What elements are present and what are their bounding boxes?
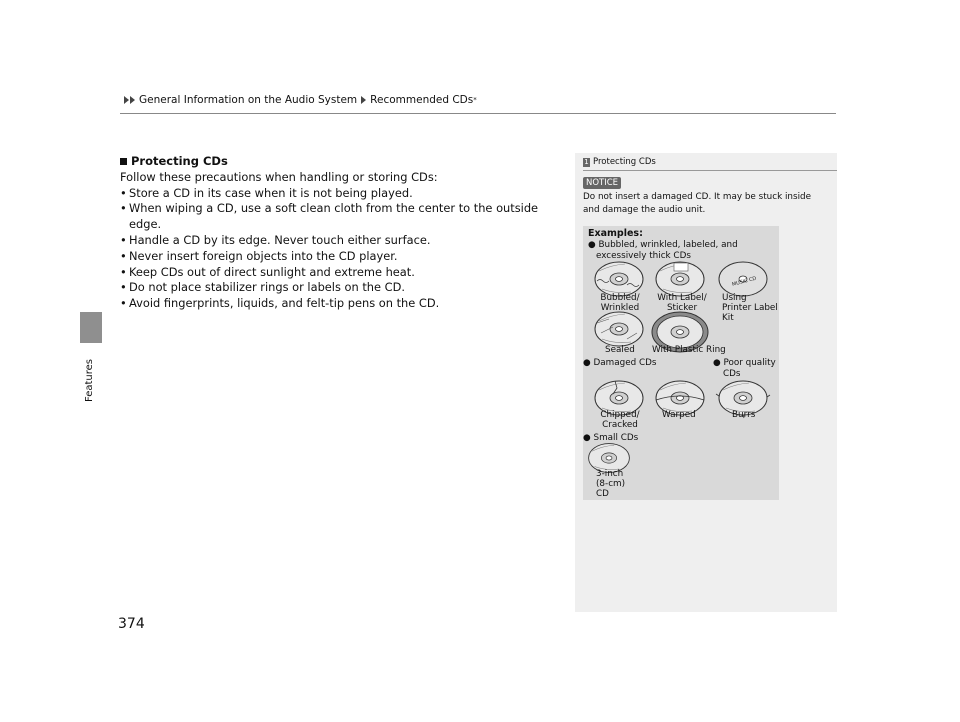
label-burrs: Burrs: [732, 410, 756, 420]
list-item: • Avoid fingerprints, liquids, and felt-tip pens on the CD.: [120, 296, 560, 312]
label-small-cd: 3-inch (8-cm) CD: [596, 469, 626, 499]
label-plastic-ring: With Plastic Ring: [652, 345, 726, 355]
cd-printer-label-icon: [719, 262, 767, 296]
group-bubbled-heading: ● Bubbled, wrinkled, labeled, and: [588, 240, 738, 250]
label-bubbled: Bubbled/ Wrinkled: [600, 293, 640, 313]
precaution-list: [120, 186, 560, 312]
group-poor-quality-heading: ● Poor quality: [713, 358, 776, 368]
label-chipped: Chipped/ Cracked: [600, 410, 640, 430]
page-number: 374: [118, 616, 145, 632]
cd-bubbled-icon: [595, 262, 643, 296]
group-damaged-heading: ● Damaged CDs: [583, 358, 657, 368]
square-bullet-icon: [120, 158, 127, 165]
note-title: 1 Protecting CDs: [584, 157, 656, 167]
breadcrumb-general-info[interactable]: General Information on the Audio System: [139, 94, 358, 106]
list-item: • Never insert foreign objects into the CD player.: [120, 249, 560, 265]
chapter-tab: [80, 312, 102, 343]
section-heading: Protecting CDs: [120, 154, 560, 170]
section-intro: Follow these precautions when handling or storing CDs:: [120, 169, 438, 184]
list-item: • Do not place stabilizer rings or labels on the CD.: [120, 280, 560, 296]
double-arrow-icon: [124, 96, 136, 104]
label-printer-kit: Using Printer Label Kit: [722, 293, 778, 323]
note-rule: [583, 170, 837, 171]
chapter-tab-label: Features: [84, 359, 95, 402]
examples-title: Examples:: [588, 228, 643, 239]
label-sticker: With Label/ Sticker: [657, 293, 707, 313]
notice-text: Do not insert a damaged CD. It may be stuck inside and damage the audio unit.: [583, 192, 812, 215]
main-section: [120, 154, 560, 312]
group-bubbled-heading-2: excessively thick CDs: [596, 251, 691, 261]
list-item: • When wiping a CD, use a soft clean cloth from the center to the outside edge.: [120, 201, 560, 233]
cd-sealed-icon: [595, 312, 643, 346]
group-poor-quality-heading-2: CDs: [723, 369, 741, 379]
breadcrumb: [120, 94, 477, 106]
breadcrumb-recommended-cds[interactable]: Recommended CDs: [370, 94, 474, 106]
list-item: • Store a CD in its case when it is not being played.: [120, 186, 560, 202]
music-cd-label: MUSIC CD: [731, 275, 758, 288]
footnote-star: *: [473, 96, 477, 104]
group-small-heading: ● Small CDs: [583, 433, 639, 443]
note-number: 1: [584, 157, 589, 166]
arrow-icon: [361, 96, 367, 104]
label-sealed: Sealed: [605, 345, 635, 355]
header-rule: [120, 113, 836, 114]
label-warped: Warped: [662, 410, 696, 420]
list-item: • Handle a CD by its edge. Never touch either surface.: [120, 233, 560, 249]
notice-badge: NOTICE: [583, 177, 621, 189]
list-item: • Keep CDs out of direct sunlight and extreme heat.: [120, 265, 560, 281]
cd-label-icon: [656, 262, 704, 296]
